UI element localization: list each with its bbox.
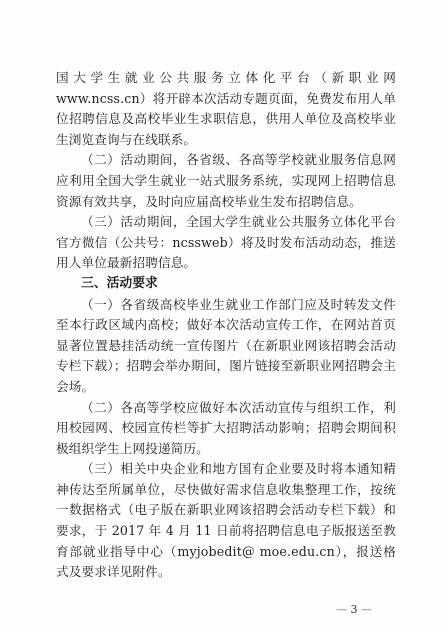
page-number-dash-left: — [336, 603, 351, 616]
paragraph-info-network: （二）活动期间，各省级、各高等学校就业服务信息网应利用全国大学生就业一站式服务系统，实现网上招聘信息资源有效共享，及时向应届高校毕业生发布招聘信息。 [56, 152, 396, 209]
paragraph-school-requirements: （二）各高等学校应做好本次活动宣传与组织工作，利用校园网、校园宣传栏等扩大招聘活动影响；招聘会期间积极组织学生上网投递简历。 [56, 399, 396, 456]
page-number-dash-right: — [357, 603, 372, 616]
paragraph-wechat: （三）活动期间，全国大学生就业公共服务立体化平台官方微信（公共号：ncssweb）将及时发布活动动态，推送用人单位最新招聘信息。 [56, 214, 396, 271]
page-number-value: 3 [350, 603, 358, 616]
paragraph-platform-continued: 国大学生就业公共服务立体化平台（新职业网 www.ncss.cn）将开辟本次活动专题页面，免费发布用人单位招聘信息及高校毕业生求职信息，供用人单位及高校毕业生浏览查询与在线联系。 [56, 70, 396, 147]
paragraph-provincial-requirements: （一）各省级高校毕业生就业工作部门应及时转发文件至本行政区域内高校；做好本次活动宣传工作，在网站首页显著位置悬挂活动统一宣传图片（在新职业网该招聘会活动专栏下载）；招聘会举办期间，图片链接至新职业网招聘会主会场。 [56, 296, 396, 394]
section-heading-requirements: 三、活动要求 [81, 275, 158, 291]
paragraph-enterprise-requirements: （三）相关中央企业和地方国有企业要及时将本通知精神传达至所属单位，尽快做好需求信息收集整理工作，按统一数据格式（电子版在新职业网该招聘会活动专栏下载）和要求，于 2017 年 4 月 11 日前将招聘信息电子版报送至教育部就业指导中心（myjobedit@ moe.edu.cn），报送格式及要求详见附件。 [56, 461, 396, 580]
page-number [336, 603, 372, 616]
